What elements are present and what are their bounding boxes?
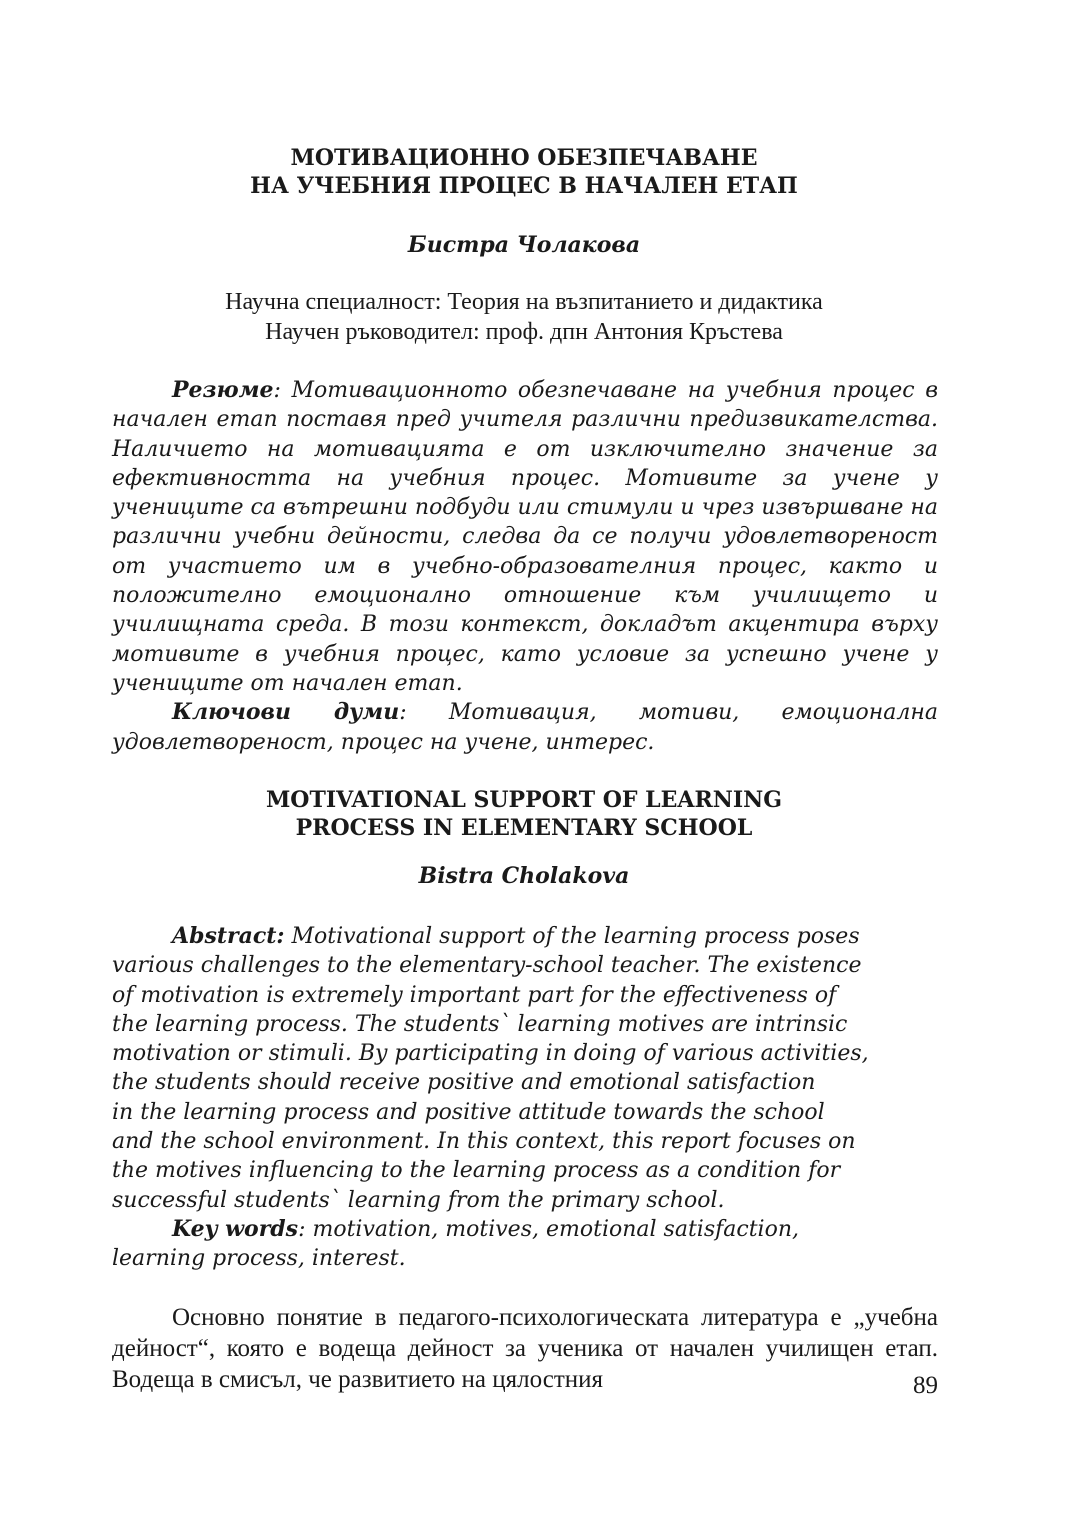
- abstract-en-line: in the learning process and positive attitude towards the school: [112, 1099, 825, 1125]
- author-meta-bg: [110, 287, 938, 347]
- body-text: [112, 1302, 938, 1395]
- specialty: Научна специалност: Теория на възпитанието и дидактика: [225, 289, 823, 315]
- keywords-en-line: learning process, interest.: [112, 1246, 406, 1272]
- abstract-en-line: and the school environment. In this context, this report focuses on: [112, 1129, 856, 1155]
- title-en-line1: MOTIVATIONAL SUPPORT OF LEARNING: [265, 787, 783, 813]
- author-bg: Бистра Чолакова: [407, 232, 641, 258]
- abstract-en-line: successful students` learning from the primary school.: [112, 1187, 725, 1213]
- abstract-en-line: motivation or stimuli. By participating in doing of various activities,: [112, 1041, 869, 1067]
- keywords-bg-paragraph: [112, 698, 938, 757]
- supervisor: Научен ръководител: проф. дпн Антония Кръстева: [265, 319, 783, 345]
- abstract-en-line: of motivation is extremely important part for the effectiveness of: [112, 982, 837, 1008]
- abstract-bg: [112, 376, 938, 757]
- abstract-en-line: Abstract: Motivational support of the learning process poses: [172, 923, 860, 949]
- abstract-en-line: the motives influencing to the learning process as a condition for: [112, 1158, 841, 1184]
- keywords-en-line: Key words: motivation, motives, emotional satisfaction,: [172, 1215, 799, 1242]
- title-bg-line1: МОТИВАЦИОННО ОБЕЗПЕЧАВАНЕ: [290, 145, 758, 171]
- abstract-en: [112, 922, 938, 1274]
- title-en-line2: PROCESS IN ELEMENTARY SCHOOL: [295, 815, 753, 841]
- abstract-en-line: various challenges to the elementary-school teacher. The existence: [112, 953, 862, 979]
- abstract-en-label: Abstract:: [172, 923, 285, 949]
- abstract-en-line: the students should receive positive and emotional satisfaction: [112, 1070, 816, 1096]
- body-paragraph: Основно понятие в педагого-психологическата литература е „учебна дейност“, която е водеща дейност за ученика от начален училищен етап. Водеща в смисъл, че развитието на цялостния: [112, 1304, 938, 1393]
- author-en: Bistra Cholakova: [418, 863, 630, 889]
- page-number: 89: [913, 1372, 938, 1399]
- title-bg: [110, 144, 938, 200]
- abstract-bg-paragraph: [112, 376, 938, 698]
- title-en: [110, 786, 938, 842]
- abstract-en-line: the learning process. The students` learning motives are intrinsic: [112, 1011, 848, 1037]
- abstract-bg-label: Резюме: [172, 377, 274, 403]
- title-bg-line2: НА УЧЕБНИЯ ПРОЦЕС В НАЧАЛЕН ЕТАП: [250, 173, 798, 199]
- abstract-bg-text: : Мотивационното обезпечаване на учебния процес в начален етап поставя пред учителя различни предизвикателства. Наличието на мотивацията е от изключително значение за ефективността на учебния процес. Мотивите за учене у учениците са вътрешни подбуди или стимули и чрез извършване на различни учебни дейности, следва да се получи удовлетвореност от участието им в учебно-образователния процес, както и положително емоционално отношение към училището и училищната среда. В този контекст, докладът акцентира върху мотивите в учебния процес, като условие за успешно учене у учениците от начален етап.: [112, 378, 938, 696]
- keywords-bg-text: : Мотивация, мотиви, емоционална удовлетвореност, процес на учене, интерес.: [112, 700, 938, 755]
- keywords-en-label: Key words: [172, 1215, 299, 1242]
- keywords-bg-label: Ключови думи: [172, 699, 400, 726]
